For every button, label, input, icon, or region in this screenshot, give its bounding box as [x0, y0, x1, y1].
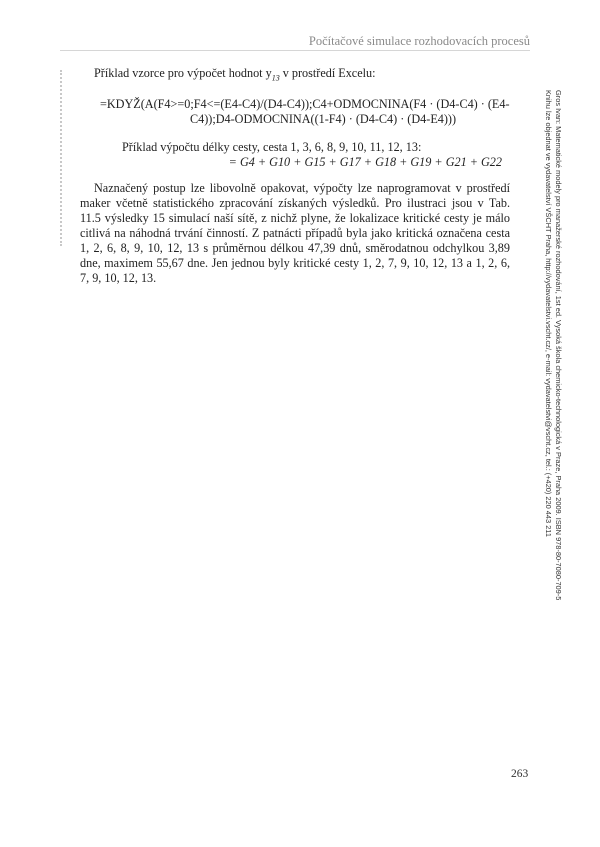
intro-text: Příklad vzorce pro výpočet hodnot y: [94, 66, 272, 80]
copyright-sidebar: [523, 90, 563, 610]
running-header: Počítačové simulace rozhodovacích procesů: [308, 34, 530, 48]
path-sum-formula: = G4 + G10 + G15 + G17 + G18 + G19 + G21 + G22: [228, 155, 502, 170]
path-length-example: Příklad výpočtu délky cesty, cesta 1, 3, 6, 8, 9, 10, 11, 12, 13:: [122, 140, 422, 155]
body-paragraph: Naznačený postup lze libovolně opakovat, výpočty lze naprogramovat v prostředí maker včetně statistického zpracování získaných výsledků. Pro ilustraci jsou v Tab. 11.5 výsledky 15 simulací naší sítě, z nichž plyne, že lokalizace kritické cesty je málo citlivá na náhodná trvání činností. Z patnácti případů byla jako kritická označena cesta 1, 2, 6, 8, 9, 10, 12, 13 s průměrnou délkou 47,39 dnů, směrodatnou odchylkou 3,89 dne, maximem 55,67 dne. Jen jednou byly kritické cesty 1, 2, 7, 9, 10, 12, 13 a 1, 2, 6, 7, 9, 10, 12, 13.: [80, 181, 510, 286]
margin-dotted-line: [60, 70, 62, 246]
intro-subscript: 13: [271, 73, 280, 83]
sidebar-line-2: Knihu lze objednat ve vydavatelství VŠCHT Praha, http://vydavatelstvi.vscht.cz/, e-mail: vydavatelstvi@vscht.cz, tel.: (+420) 220 443 211: [544, 90, 553, 537]
excel-formula-intro: [80, 66, 510, 85]
page-number: 263: [511, 768, 529, 780]
excel-formula: [80, 97, 510, 127]
page-body: [80, 66, 510, 286]
formula-line-2: C4));D4-ODMOCNINA((1-F4) · (D4-C4) · (D4-E4))): [190, 112, 457, 127]
header-divider: [60, 50, 530, 51]
intro-tail: v prostředí Excelu:: [279, 66, 376, 80]
formula-line-1: =KDYŽ(A(F4>=0;F4<=(E4-C4)/(D4-C4));C4+ODMOCNINA(F4 · (D4-C4) · (E4-: [100, 97, 510, 112]
sidebar-line-1: Gros Ivan: Matematické modely pro manažerské rozhodování, 1st ed. Vysoká škola chemicko-technologická v Praze, Praha 2009. ISBN 978-80-7080-709-5: [554, 90, 563, 601]
